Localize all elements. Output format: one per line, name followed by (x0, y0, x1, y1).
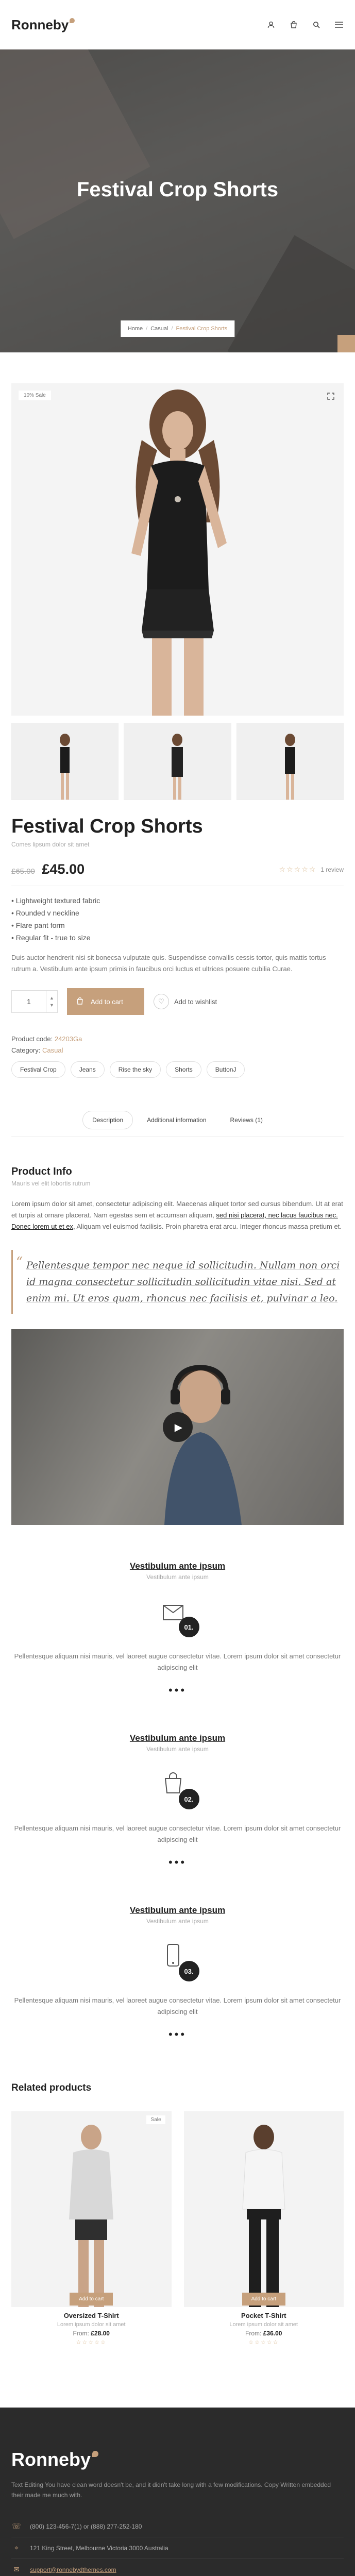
top-bar (0, 0, 355, 49)
expand-icon[interactable] (325, 391, 336, 402)
product-description: Duis auctor hendrerit nisi sit bonecsa vulputate quis. Suspendisse convallis cessis tortor, quis mattis tortus rutrum a. Vestibulum ante ipsum primis in faucibus orci luctus et ultrices posuere cubilia Curae. (11, 954, 326, 973)
cart-icon[interactable] (289, 20, 298, 29)
logo-text: Ronneby (11, 16, 69, 32)
email-link[interactable]: support@ronnebydthemes.com (30, 2566, 116, 2573)
feature-block (0, 1869, 355, 2041)
mail-icon: ✉ (13, 2565, 20, 2573)
feature-item: • Flare pant form (11, 921, 65, 929)
add-to-cart-button[interactable]: Add to cart (242, 2293, 285, 2306)
logo-mark (70, 18, 75, 23)
search-icon[interactable] (312, 20, 321, 29)
product-subtitle: Comes lipsum dolor sit amet (11, 841, 90, 848)
product-main-image[interactable] (11, 383, 344, 716)
feature-text: Pellentesque aliquam nisi mauris, vel laoreet augue consectetur vitae. Lorem ipsum dolor sit amet consectetur adipiscing elit (14, 1652, 341, 1671)
old-price: £65.00 (11, 867, 35, 876)
current-price: £45.00 (42, 861, 85, 877)
phone-text: (800) 123-456-7(1) or (888) 277-252-180 (30, 2522, 142, 2530)
separator-dots: ••• (168, 1684, 187, 1697)
sale-badge: Sale (146, 2115, 165, 2124)
tag-list (11, 1061, 344, 1078)
quote-icon: “ (16, 1255, 23, 1270)
breadcrumb-category[interactable]: Casual (150, 326, 168, 332)
hero-decor (227, 235, 355, 352)
add-to-cart-row (11, 988, 344, 1015)
increment-icon[interactable]: ▲ (49, 995, 54, 1001)
thumbnail-strip (11, 723, 344, 800)
category-label: Category: (11, 1046, 41, 1054)
price-label: From: (73, 2330, 89, 2337)
product-code-row (11, 1033, 344, 1045)
hero-corner-accent (337, 335, 355, 352)
menu-icon[interactable] (334, 20, 344, 29)
play-icon[interactable]: ▶ (163, 1412, 193, 1442)
feature-text: Pellentesque aliquam nisi mauris, vel laoreet augue consectetur vitae. Lorem ipsum dolor sit amet consectetur adipiscing elit (14, 1824, 341, 1843)
hero-decor (0, 49, 150, 239)
section-title: Related products (11, 2082, 92, 2093)
star-rating-icon: ☆☆☆☆☆ (76, 2340, 107, 2346)
quantity-stepper[interactable] (11, 990, 58, 1013)
page-title: Festival Crop Shorts (76, 178, 279, 201)
feature-number: 02. (179, 1789, 199, 1809)
product-name[interactable]: Oversized T-Shirt (63, 2312, 119, 2319)
product-image[interactable] (11, 2111, 172, 2307)
section-subtitle: Mauris vel elit lobortis rutrum (11, 1180, 91, 1187)
location-pin-icon: ⌖ (14, 2544, 19, 2552)
phone-icon: ☏ (12, 2522, 21, 2530)
thumbnail[interactable] (236, 723, 344, 800)
feature-block (0, 1697, 355, 1869)
breadcrumb-home[interactable]: Home (127, 326, 143, 332)
product-name[interactable]: Pocket T-Shirt (241, 2312, 286, 2319)
feature-block (0, 1525, 355, 1697)
quote-text: Pellentesque tempor nec neque id sollicitudin. Nullam non orci id magna consectetur sollicitudin sollicitudin vitae nisi. Sed at enim mi. Ut eros quam, rhoncus nec facilisis et, pulvinar a leo. (26, 1260, 340, 1304)
quantity-value[interactable]: 1 (27, 997, 31, 1006)
feature-icon (156, 1766, 199, 1809)
tag[interactable]: Rise the sky (110, 1061, 161, 1078)
review-count-link[interactable]: 1 review (320, 866, 344, 873)
product-code: 24203Ga (54, 1035, 82, 1043)
star-rating-icon: ☆☆☆☆☆ (279, 865, 317, 873)
product-code-label: Product code: (11, 1035, 53, 1043)
tag[interactable]: Festival Crop (11, 1061, 65, 1078)
decrement-icon[interactable]: ▼ (49, 1003, 54, 1008)
contact-list (11, 2516, 344, 2576)
heart-icon: ♡ (154, 994, 169, 1009)
video-player[interactable] (11, 1329, 344, 1525)
header-icons (266, 20, 344, 29)
video-thumbnail (144, 1350, 257, 1525)
footer (0, 2408, 355, 2576)
info-link[interactable]: sed nisi placerat, nec lacus faucibus nec. Donec lorem ut et ex, (11, 1211, 338, 1230)
product-grid (11, 2111, 344, 2346)
section-title: Product Info (11, 1166, 72, 1177)
feature-text: Pellentesque aliquam nisi mauris, vel laoreet augue consectetur vitae. Lorem ipsum dolor sit amet consectetur adipiscing elit (14, 1996, 341, 2015)
product-card[interactable] (184, 2111, 344, 2346)
feature-item: • Rounded v neckline (11, 909, 79, 917)
price-value: £28.00 (91, 2330, 110, 2337)
info-text: Aliquam vel euismod facilisis. Proin pharetra erat arcu. Integer rhoncus massa pretium et. (75, 1223, 342, 1230)
price-label: From: (245, 2330, 262, 2337)
tab-description[interactable]: Description (82, 1111, 133, 1129)
hero-banner (0, 49, 355, 352)
product-summary (0, 800, 355, 1078)
contact-address (11, 2537, 344, 2559)
thumbnail[interactable] (124, 723, 231, 800)
thumbnail[interactable] (11, 723, 119, 800)
feature-item: • Lightweight textured fabric (11, 896, 100, 905)
wishlist-label: Add to wishlist (174, 997, 217, 1006)
logo-mark (92, 2451, 98, 2457)
product-subtitle: Lorem ipsum dolor sit amet (57, 2321, 126, 2328)
feature-subtitle: Vestibulum ante ipsum (146, 1745, 209, 1753)
user-icon[interactable] (266, 20, 276, 29)
tab-reviews[interactable]: Reviews (1) (230, 1116, 263, 1124)
tag[interactable]: Jeans (71, 1061, 105, 1078)
feature-title[interactable]: Vestibulum ante ipsum (129, 1905, 226, 1915)
product-card[interactable] (11, 2111, 172, 2346)
star-rating-icon: ☆☆☆☆☆ (248, 2340, 279, 2346)
product-price (184, 2330, 344, 2337)
feature-number: 03. (179, 1961, 199, 1981)
tag[interactable]: ButtonJ (207, 1061, 245, 1078)
category-row (11, 1045, 344, 1056)
separator-dots: ••• (168, 1856, 187, 1869)
feature-icon (156, 1938, 199, 1981)
product-tabs (0, 1111, 355, 1129)
info-text: Lorem ipsum dolor sit amet, consectetur adipiscing elit. Maecenas aliquet tortor sed cursus bibendum. Ut at erat et turpis at ornare placerat. Nam egestas sem et accumsan aliquam, (11, 1200, 343, 1219)
price-value: £36.00 (263, 2330, 282, 2337)
breadcrumb-separator: / (146, 326, 148, 332)
blockquote (11, 1250, 344, 1314)
cart-icon (76, 997, 83, 1006)
feature-item: • Regular fit - true to size (11, 934, 91, 942)
contact-email (11, 2559, 344, 2576)
model-photo (111, 388, 245, 716)
product-title: Festival Crop Shorts (11, 816, 203, 837)
feature-list (11, 894, 344, 944)
product-subtitle: Lorem ipsum dolor sit amet (229, 2321, 298, 2328)
add-to-cart-button[interactable] (67, 988, 144, 1015)
quantity-arrows (46, 991, 57, 1012)
logo[interactable] (11, 17, 75, 33)
add-to-cart-label: Add to cart (91, 997, 123, 1006)
feature-number: 01. (179, 1617, 199, 1637)
product-image[interactable] (184, 2111, 344, 2307)
rating (279, 865, 344, 874)
product-price (11, 2330, 172, 2337)
product-meta (11, 1033, 344, 1056)
breadcrumb-separator: / (171, 326, 173, 332)
category-link[interactable]: Casual (42, 1046, 63, 1054)
feature-title[interactable]: Vestibulum ante ipsum (129, 1733, 226, 1743)
feature-icon (156, 1594, 199, 1637)
add-to-cart-button[interactable]: Add to cart (70, 2293, 113, 2306)
footer-logo[interactable] (11, 2449, 344, 2470)
tag[interactable]: Shorts (166, 1061, 201, 1078)
feature-subtitle: Vestibulum ante ipsum (146, 1918, 209, 1925)
logo-text: Ronneby (11, 2449, 91, 2470)
product-info-section (0, 1137, 355, 1314)
sale-badge: 10% Sale (19, 391, 51, 400)
separator-dots: ••• (168, 2028, 187, 2041)
breadcrumb (121, 320, 234, 337)
info-paragraph (11, 1198, 344, 1232)
feature-title[interactable]: Vestibulum ante ipsum (129, 1561, 226, 1571)
contact-phone (11, 2516, 344, 2537)
footer-about: Text Editing You have clean word doesn't be, and it didn't take long with a few modifications. Copy Written embedded their made me much with. (11, 2481, 331, 2499)
address-text: 121 King Street, Melbourne Victoria 3000 Australia (30, 2544, 168, 2552)
add-to-wishlist-link[interactable] (154, 994, 217, 1009)
related-products (0, 2041, 355, 2346)
price-row (11, 861, 344, 877)
feature-subtitle: Vestibulum ante ipsum (146, 1573, 209, 1581)
breadcrumb-current: Festival Crop Shorts (176, 326, 228, 332)
tab-additional-information[interactable]: Additional information (147, 1116, 207, 1124)
